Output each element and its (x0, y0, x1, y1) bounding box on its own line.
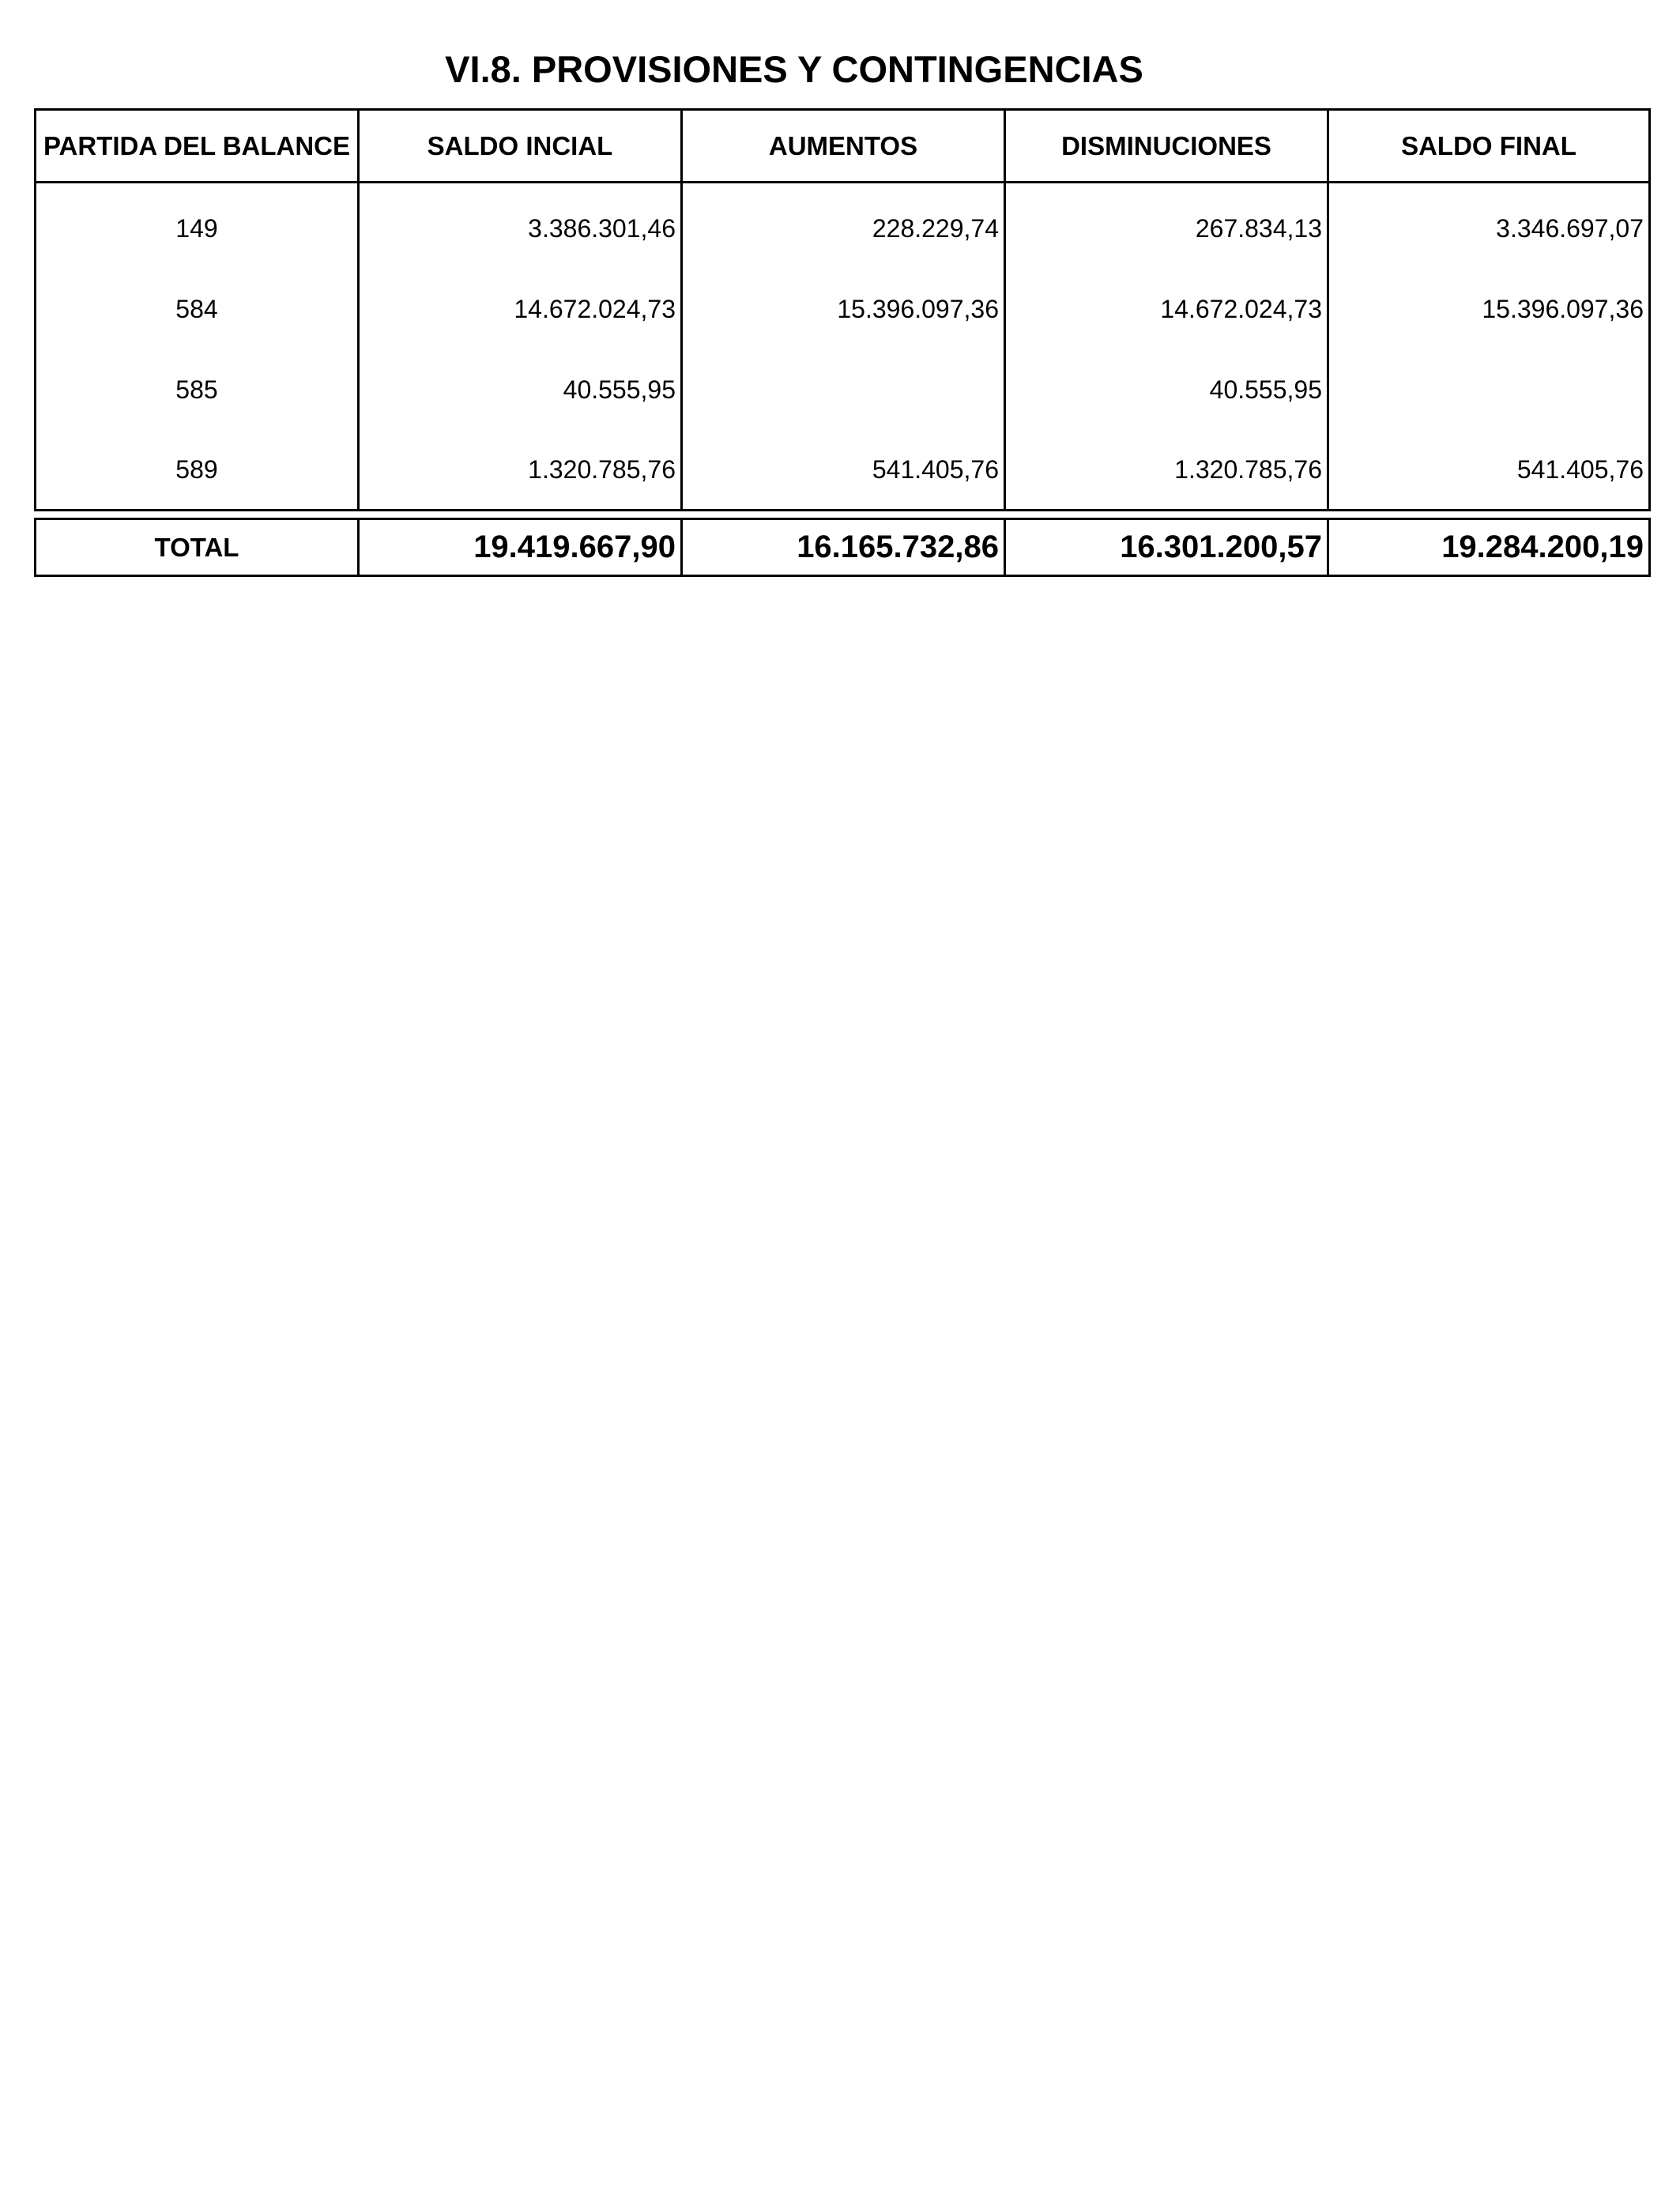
cell-disminuciones: 40.555,95 (1005, 349, 1328, 430)
total-row (36, 519, 1650, 576)
cell-saldo-final (1328, 349, 1650, 430)
table-header-row (36, 110, 1650, 183)
cell-partida: 589 (36, 430, 359, 511)
table-row (36, 430, 1650, 511)
cell-saldo-inicial: 1.320.785,76 (359, 430, 682, 511)
header-disminuciones: DISMINUCIONES (1005, 110, 1328, 183)
cell-aumentos: 541.405,76 (682, 430, 1005, 511)
cell-saldo-final: 541.405,76 (1328, 430, 1650, 511)
table-row (36, 269, 1650, 349)
cell-saldo-inicial: 40.555,95 (359, 349, 682, 430)
cell-partida: 584 (36, 269, 359, 349)
cell-disminuciones: 1.320.785,76 (1005, 430, 1328, 511)
header-partida: PARTIDA DEL BALANCE (36, 110, 359, 183)
header-saldo-inicial: SALDO INCIAL (359, 110, 682, 183)
cell-saldo-inicial: 3.386.301,46 (359, 183, 682, 270)
page-title: VI.8. PROVISIONES Y CONTINGENCIAS (445, 48, 1143, 90)
cell-aumentos: 15.396.097,36 (682, 269, 1005, 349)
cell-saldo-final: 15.396.097,36 (1328, 269, 1650, 349)
cell-aumentos (682, 349, 1005, 430)
cell-aumentos: 228.229,74 (682, 183, 1005, 270)
header-saldo-final: SALDO FINAL (1328, 110, 1650, 183)
total-disminuciones: 16.301.200,57 (1005, 519, 1328, 576)
table-row (36, 349, 1650, 430)
total-saldo-final: 19.284.200,19 (1328, 519, 1650, 576)
total-label: TOTAL (36, 519, 359, 576)
cell-disminuciones: 14.672.024,73 (1005, 269, 1328, 349)
total-saldo-inicial: 19.419.667,90 (359, 519, 682, 576)
cell-partida: 149 (36, 183, 359, 270)
cell-partida: 585 (36, 349, 359, 430)
table-row (36, 183, 1650, 270)
total-table (34, 518, 1651, 577)
provisions-table (34, 108, 1651, 511)
cell-saldo-inicial: 14.672.024,73 (359, 269, 682, 349)
total-aumentos: 16.165.732,86 (682, 519, 1005, 576)
cell-disminuciones: 267.834,13 (1005, 183, 1328, 270)
header-aumentos: AUMENTOS (682, 110, 1005, 183)
cell-saldo-final: 3.346.697,07 (1328, 183, 1650, 270)
